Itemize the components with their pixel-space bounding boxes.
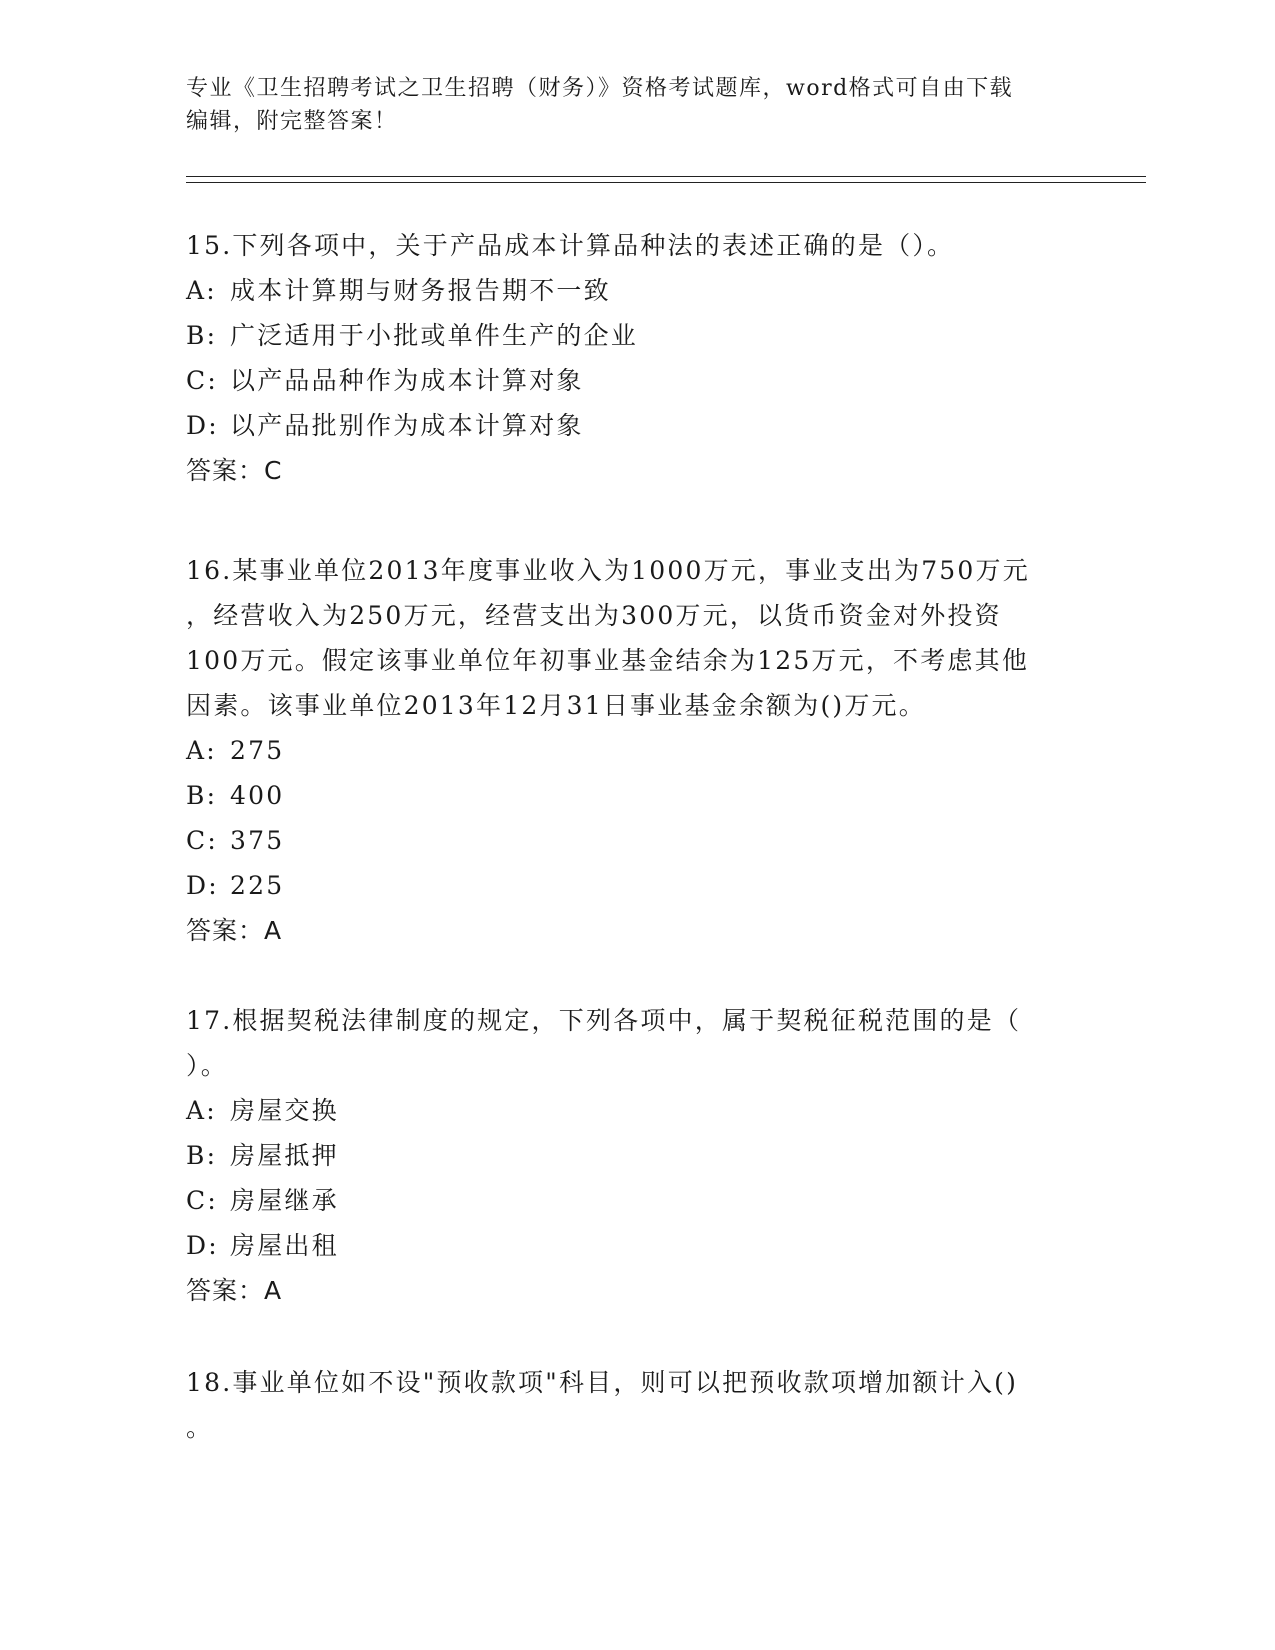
question-15 [186,223,1086,493]
option-c [186,1178,1086,1223]
option-text: 400 [230,781,285,810]
option-text: 广泛适用于小批或单件生产的企业 [230,321,639,350]
option-text: 房屋继承 [230,1186,339,1215]
option-letter: D: [186,1231,219,1260]
question-text-line: 100万元。假定该事业单位年初事业基金结余为125万元，不考虑其他 [186,646,1030,675]
option-letter: B: [186,781,218,810]
option-letter: C: [186,826,218,855]
option-letter: C: [186,1186,218,1215]
document-header [186,72,1066,138]
question-text-line: 15.下列各项中，关于产品成本计算品种法的表述正确的是（）。 [186,231,955,260]
option-text: 275 [230,736,285,765]
question-text-line: 18.事业单位如不设"预收款项"科目，则可以把预收款项增加额计入() [186,1368,1019,1397]
option-a [186,268,1086,313]
question-17 [186,998,1086,1313]
option-text: 以产品批别作为成本计算对象 [230,411,584,440]
header-line-2: 编辑，附完整答案！ [186,109,398,134]
option-letter: D: [186,411,219,440]
option-d [186,1223,1086,1268]
header-divider-top [186,176,1146,177]
question-text-line: 。 [186,1413,214,1442]
option-b [186,313,1086,358]
header-line-1: 专业《卫生招聘考试之卫生招聘（财务）》资格考试题库，word格式可自由下载 [186,76,1014,101]
answer-line: 答案：C [186,456,283,485]
option-letter: A: [186,276,217,305]
option-letter: A: [186,736,217,765]
option-text: 375 [230,826,285,855]
answer-line: 答案：A [186,1276,283,1305]
question-text-line: 因素。该事业单位2013年12月31日事业基金余额为()万元。 [186,691,926,720]
header-divider-bottom [186,182,1146,183]
option-letter: B: [186,1141,218,1170]
option-letter: B: [186,321,218,350]
question-16 [186,548,1086,953]
option-letter: A: [186,1096,217,1125]
option-text: 房屋交换 [230,1096,339,1125]
question-text-line: ，经营收入为250万元，经营支出为300万元，以货币资金对外投资 [186,601,1002,630]
answer-line: 答案：A [186,916,283,945]
question-text-line: ）。 [186,1051,228,1080]
option-text: 成本计算期与财务报告期不一致 [230,276,611,305]
option-a [186,1088,1086,1133]
option-d [186,403,1086,448]
option-b [186,773,1086,818]
question-text-line: 17.根据契税法律制度的规定，下列各项中，属于契税征税范围的是（ [186,1006,1022,1035]
option-b [186,1133,1086,1178]
question-text-line: 16.某事业单位2013年度事业收入为1000万元，事业支出为750万元 [186,556,1030,585]
option-d [186,863,1086,908]
option-text: 房屋抵押 [230,1141,339,1170]
option-text: 房屋出租 [230,1231,339,1260]
option-a [186,728,1086,773]
option-text: 225 [230,871,285,900]
option-letter: C: [186,366,218,395]
option-text: 以产品品种作为成本计算对象 [230,366,584,395]
question-18 [186,1360,1086,1450]
option-c [186,818,1086,863]
option-c [186,358,1086,403]
option-letter: D: [186,871,219,900]
